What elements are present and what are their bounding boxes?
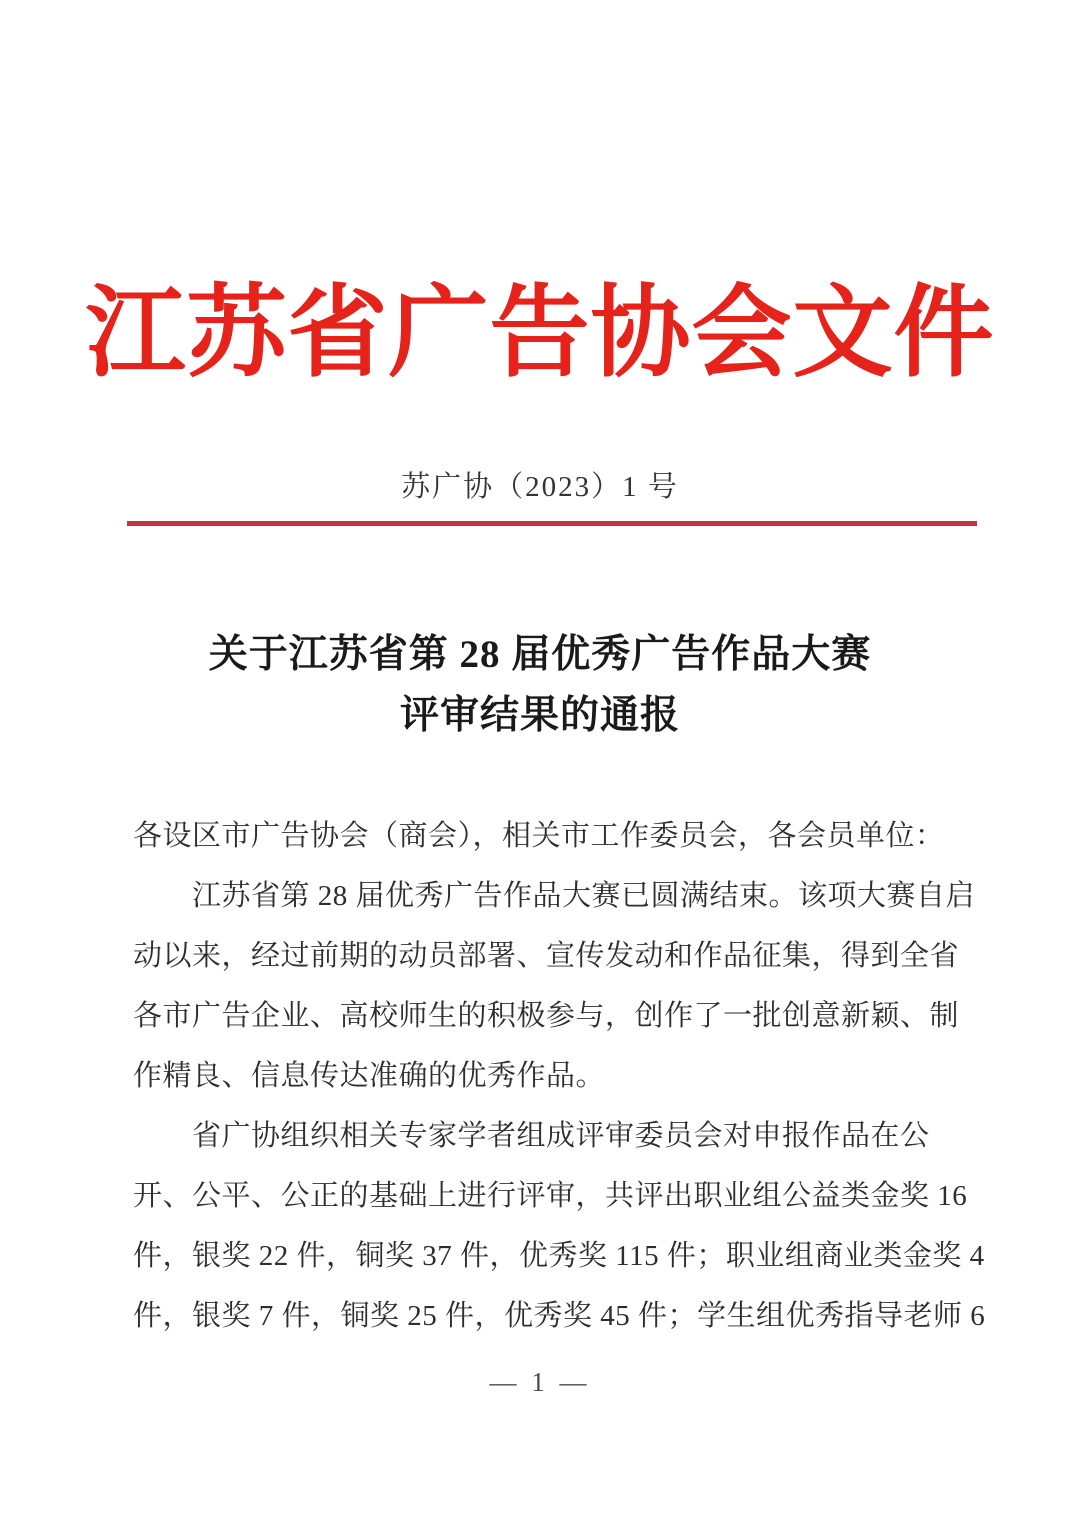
body-line: 动以来，经过前期的动员部署、宣传发动和作品征集，得到全省 [133, 940, 960, 972]
document-title-line2: 评审结果的通报 [399, 694, 680, 737]
page-number: — 1 — [489, 1367, 591, 1397]
body-line: 作精良、信息传达准确的优秀作品。 [133, 1060, 606, 1092]
body-line: 各市广告企业、高校师生的积极参与，创作了一批创意新颖、制 [133, 1000, 960, 1032]
document-body [133, 806, 986, 1346]
document-number: 苏广协（2023）1 号 [401, 471, 679, 503]
body-line: 开、公平、公正的基础上进行评审，共评出职业组公益类金奖 16 [133, 1180, 968, 1212]
red-header-org-title: 江苏省广告协会文件 [85, 278, 995, 389]
document-title-line1: 关于江苏省第 28 届优秀广告作品大赛 [208, 633, 872, 676]
body-line: 江苏省第 28 届优秀广告作品大赛已圆满结束。该项大赛自启 [133, 880, 976, 912]
red-divider-line [127, 521, 977, 526]
document-title [0, 624, 1080, 746]
body-line: 各设区市广告协会（商会），相关市工作委员会，各会员单位： [133, 820, 945, 852]
body-line: 件，银奖 7 件，铜奖 25 件，优秀奖 45 件；学生组优秀指导老师 6 [133, 1300, 986, 1332]
body-line: 件，银奖 22 件，铜奖 37 件，优秀奖 115 件；职业组商业类金奖 4 [133, 1240, 985, 1272]
body-line: 省广协组织相关专家学者组成评审委员会对申报作品在公 [133, 1120, 930, 1152]
